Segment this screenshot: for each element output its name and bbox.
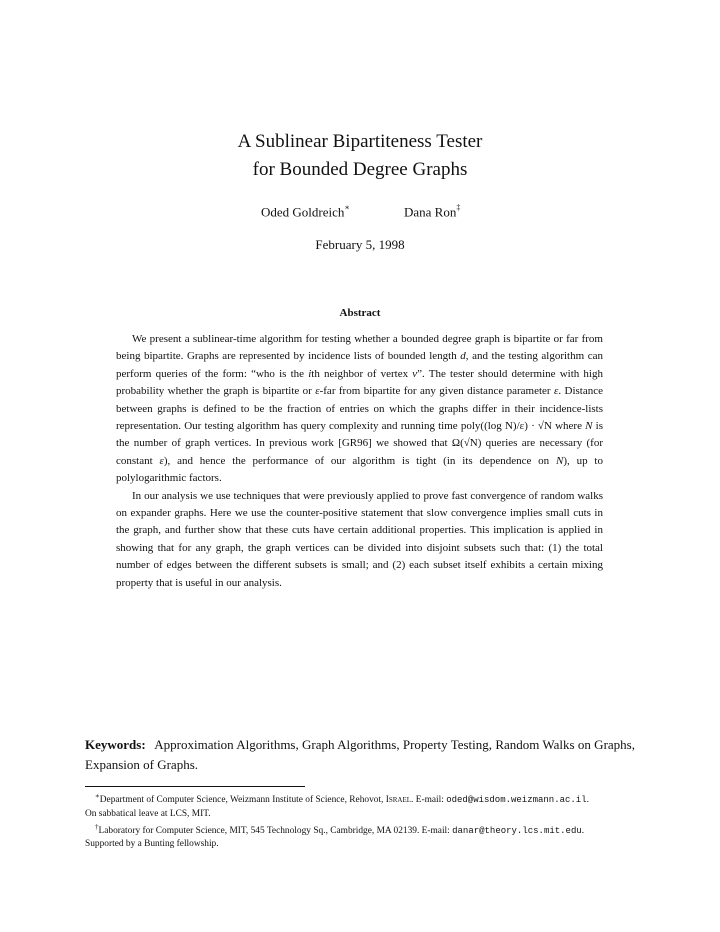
math-epsilon: ε bbox=[315, 385, 320, 398]
publication-date: February 5, 1998 bbox=[315, 237, 405, 252]
email-link[interactable]: danar@theory.lcs.mit.edu bbox=[452, 826, 582, 837]
abstract-paragraph-2: In our analysis we use techniques that were previously applied to prove fast convergence of random walks on expander graphs. Here we use the counter-positive statement that slow convergence implies small cuts in the graph, and further show that these cuts have certain additional properties. This implication is applied in showing that for any graph, the graph vertices can be divided into disjoint subsets such that: (1) the total number of edges between the different subsets is small; and (2) each subset itself exhibits a certain mixing property that is useful in our analysis. bbox=[116, 489, 603, 589]
author-goldreich: Oded Goldreich∗ bbox=[261, 203, 350, 220]
abstract-heading: Abstract bbox=[339, 307, 381, 319]
math-d: d bbox=[460, 350, 466, 363]
email-link[interactable]: oded@wisdom.weizmann.ac.il bbox=[446, 795, 587, 806]
paper-title bbox=[0, 128, 720, 184]
author-footnote-mark: ‡ bbox=[456, 203, 461, 212]
author-footnote-mark: ∗ bbox=[344, 203, 350, 212]
math-th: th bbox=[311, 367, 320, 380]
footnote-1: ∗Department of Computer Science, Weizmann Institute of Science, Rehovot, Israel. E-mail: oded@wisdom.weizmann.ac.il. bbox=[95, 792, 589, 806]
math-N: N bbox=[585, 420, 593, 433]
math-epsilon: ε bbox=[159, 454, 164, 467]
footnote-1-continued: On sabbatical leave at LCS, MIT. bbox=[85, 808, 211, 819]
keywords-text: Approximation Algorithms, Graph Algorithms, Property Testing, Random Walks on Graphs, Expansion of Graphs. bbox=[85, 737, 635, 772]
math-v: v bbox=[412, 367, 418, 380]
footnotes bbox=[85, 790, 637, 852]
math-complexity: poly((log N)/ε) · √N bbox=[460, 420, 552, 433]
country-name: Israel bbox=[385, 795, 412, 806]
math-N: N bbox=[556, 454, 564, 467]
abstract-paragraph-1: We present a sublinear-time algorithm for testing whether a bounded degree graph is bipartite or far from being bipartite. Graphs are represented by incidence lists of bounded length d, and the testing algorithm can perform queries of the form: “who is the ith neighbor of vertex v”. The tester should determine with high probability whether the graph is bipartite or ε-far from bipartite for any given distance parameter ε. Distance between graphs is defined to be the fraction of entries on which the graphs differ in their incidence-lists representation. Our testing algorithm has query complexity and running time poly((log N)/ε) · √N where N is the number of graph vertices. In previous work [GR96] we showed that Ω(√N) queries are necessary (for constant ε), and hence the performance of our algorithm is tight (in its dependence on N), up to polylogarithmic factors. bbox=[116, 333, 604, 485]
footnote-2-continued: Supported by a Bunting fellowship. bbox=[85, 839, 219, 850]
title-line-1: A Sublinear Bipartiteness Tester bbox=[237, 131, 483, 152]
keywords-label: Keywords: bbox=[85, 737, 146, 752]
footnote-2: †Laboratory for Computer Science, MIT, 545 Technology Sq., Cambridge, MA 02139. E-mail: danar@theory.lcs.mit.edu. bbox=[95, 822, 585, 837]
math-lower-bound: Ω(√N) bbox=[451, 437, 482, 450]
math-i: i bbox=[308, 367, 312, 380]
math-epsilon: ε bbox=[554, 385, 559, 398]
abstract-body bbox=[116, 331, 603, 592]
footnote-divider bbox=[85, 786, 305, 787]
author-ron: Dana Ron‡ bbox=[404, 203, 461, 220]
title-line-2: for Bounded Degree Graphs bbox=[252, 159, 468, 180]
keywords-section bbox=[85, 735, 635, 775]
